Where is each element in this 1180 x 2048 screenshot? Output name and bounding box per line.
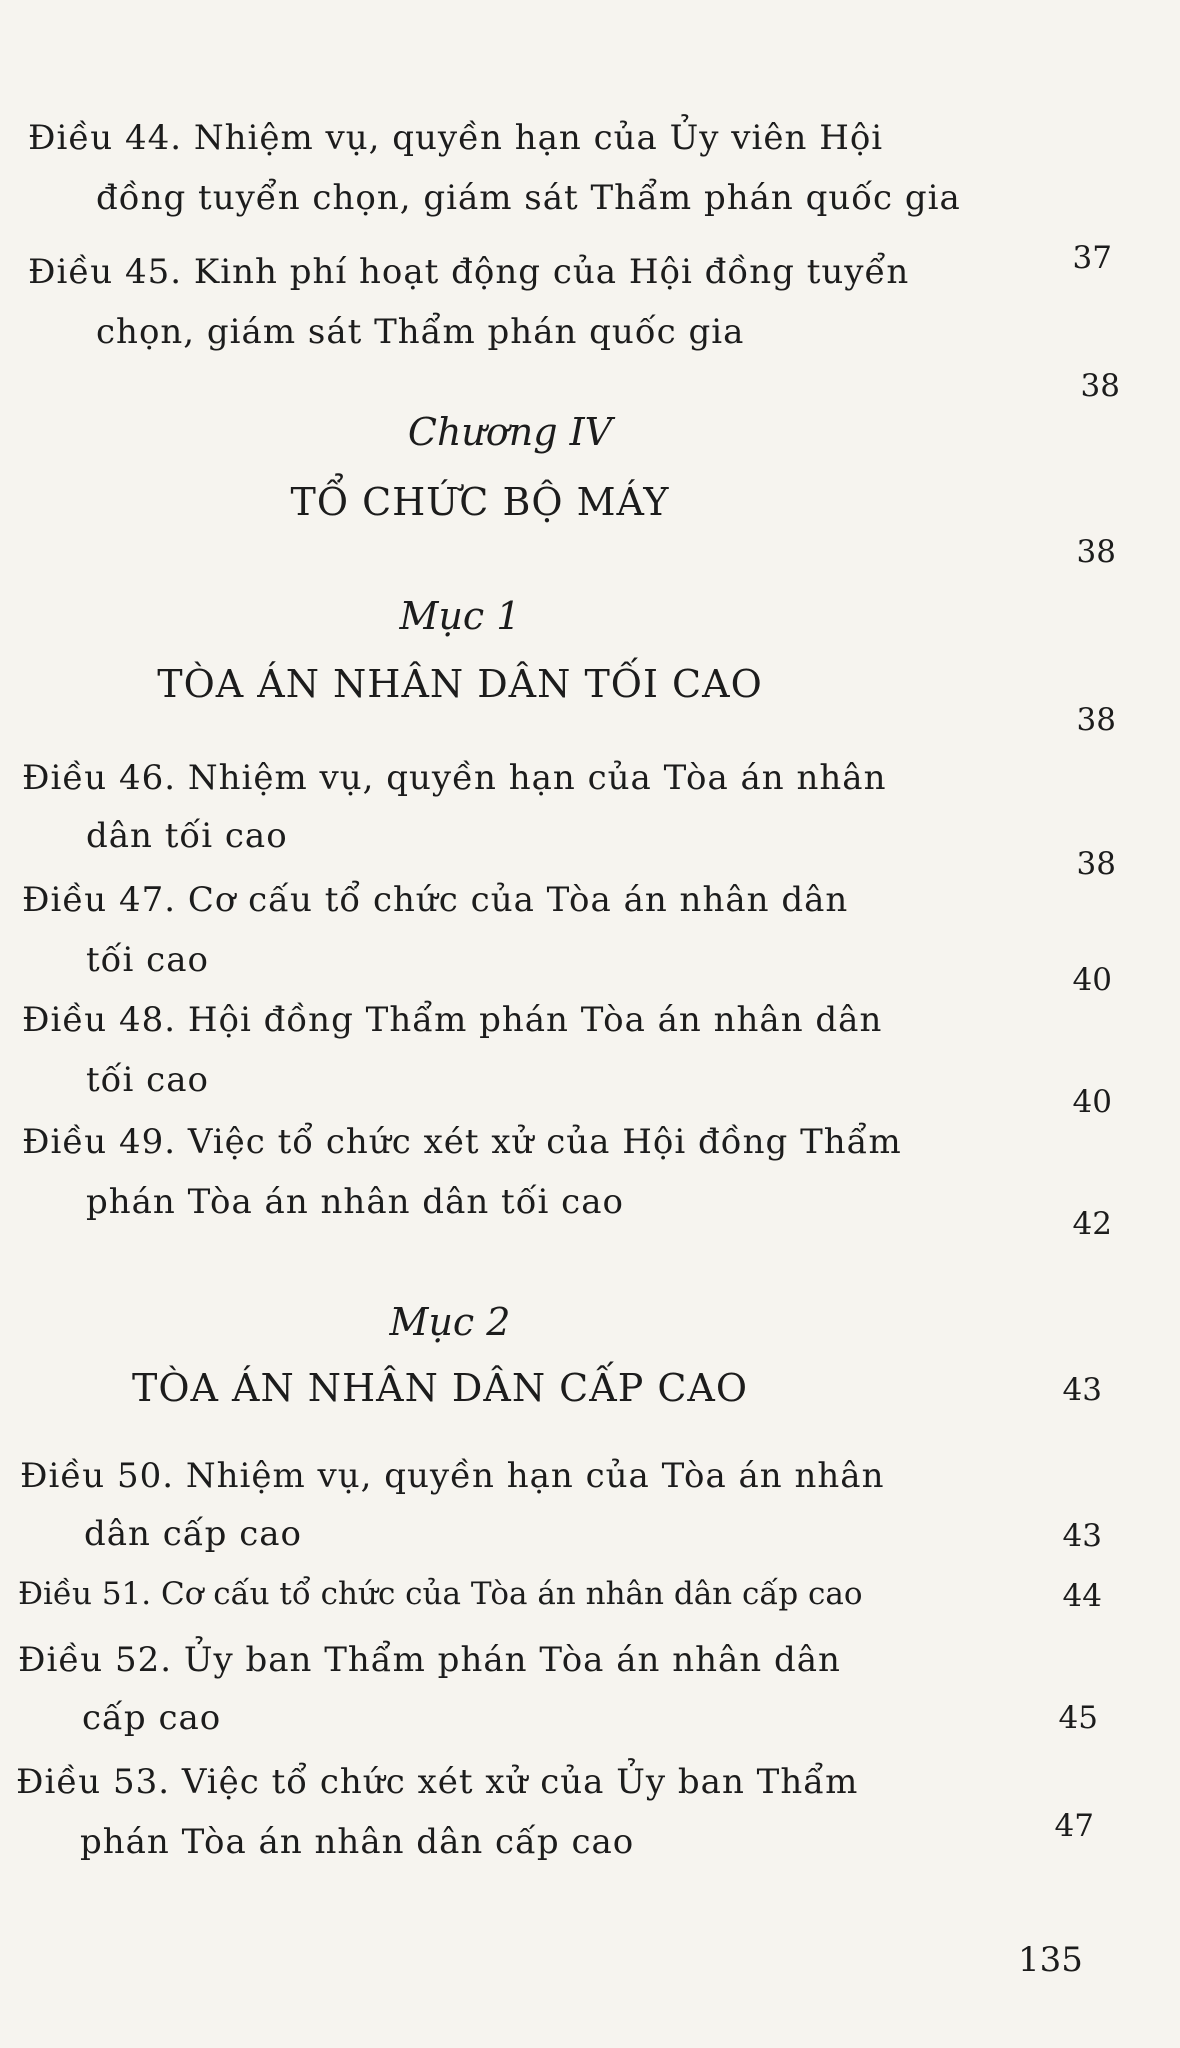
toc-entry-47-line1: Điều 47. Cơ cấu tổ chức của Tòa án nhân dân xyxy=(22,880,849,920)
page-number: 135 xyxy=(1018,1940,1083,1980)
toc-page-45: 38 xyxy=(1080,368,1120,404)
toc-page-section2: 43 xyxy=(1062,1372,1102,1408)
toc-entry-48-line1: Điều 48. Hội đồng Thẩm phán Tòa án nhân dân xyxy=(22,1000,883,1040)
toc-page-47: 40 xyxy=(1072,962,1112,998)
toc-entry-46-line2: dân tối cao xyxy=(86,816,288,856)
toc-page-49: 42 xyxy=(1072,1206,1112,1242)
toc-page-48: 40 xyxy=(1072,1084,1112,1120)
toc-entry-52-line1: Điều 52. Ủy ban Thẩm phán Tòa án nhân dân xyxy=(18,1640,841,1680)
toc-page-50: 43 xyxy=(1062,1518,1102,1554)
toc-entry-45-line2: chọn, giám sát Thẩm phán quốc gia xyxy=(96,312,745,352)
toc-entry-45-line1: Điều 45. Kinh phí hoạt động của Hội đồng tuyển xyxy=(28,252,910,292)
toc-entry-52-line2: cấp cao xyxy=(82,1698,222,1738)
chapter-label: Chương IV xyxy=(407,410,613,454)
toc-page-52: 45 xyxy=(1058,1700,1098,1736)
toc-page-46: 38 xyxy=(1076,846,1116,882)
toc-page-section1: 38 xyxy=(1076,702,1116,738)
toc-entry-47-line2: tối cao xyxy=(86,940,209,980)
toc-entry-44-line2: đồng tuyển chọn, giám sát Thẩm phán quốc gia xyxy=(96,178,961,218)
toc-entry-48-line2: tối cao xyxy=(86,1060,209,1100)
toc-entry-44-line1: Điều 44. Nhiệm vụ, quyền hạn của Ủy viên Hội xyxy=(28,118,884,158)
section1-label: Mục 1 xyxy=(399,594,521,638)
toc-entry-49-line2: phán Tòa án nhân dân tối cao xyxy=(86,1182,624,1222)
toc-entry-50-line2: dân cấp cao xyxy=(84,1514,302,1554)
toc-entry-49-line1: Điều 49. Việc tổ chức xét xử của Hội đồng Thẩm xyxy=(22,1122,902,1162)
section2-label: Mục 2 xyxy=(389,1300,511,1344)
toc-entry-53-line2: phán Tòa án nhân dân cấp cao xyxy=(80,1822,635,1862)
toc-page-51: 44 xyxy=(1062,1578,1102,1614)
section1-title: TÒA ÁN NHÂN DÂN TỐI CAO xyxy=(157,662,763,706)
toc-entry-51-line1: Điều 51. Cơ cấu tổ chức của Tòa án nhân dân cấp cao xyxy=(18,1576,863,1612)
toc-entry-50-line1: Điều 50. Nhiệm vụ, quyền hạn của Tòa án nhân xyxy=(20,1456,885,1496)
toc-page-44: 37 xyxy=(1072,240,1112,276)
toc-entry-53-line1: Điều 53. Việc tổ chức xét xử của Ủy ban Thẩm xyxy=(16,1762,859,1802)
toc-entry-46-line1: Điều 46. Nhiệm vụ, quyền hạn của Tòa án nhân xyxy=(22,758,887,798)
toc-page-chapter: 38 xyxy=(1076,534,1116,570)
toc-page-53: 47 xyxy=(1054,1808,1094,1844)
chapter-title: TỔ CHỨC BỘ MÁY xyxy=(290,480,670,524)
section2-title: TÒA ÁN NHÂN DÂN CẤP CAO xyxy=(131,1366,749,1410)
